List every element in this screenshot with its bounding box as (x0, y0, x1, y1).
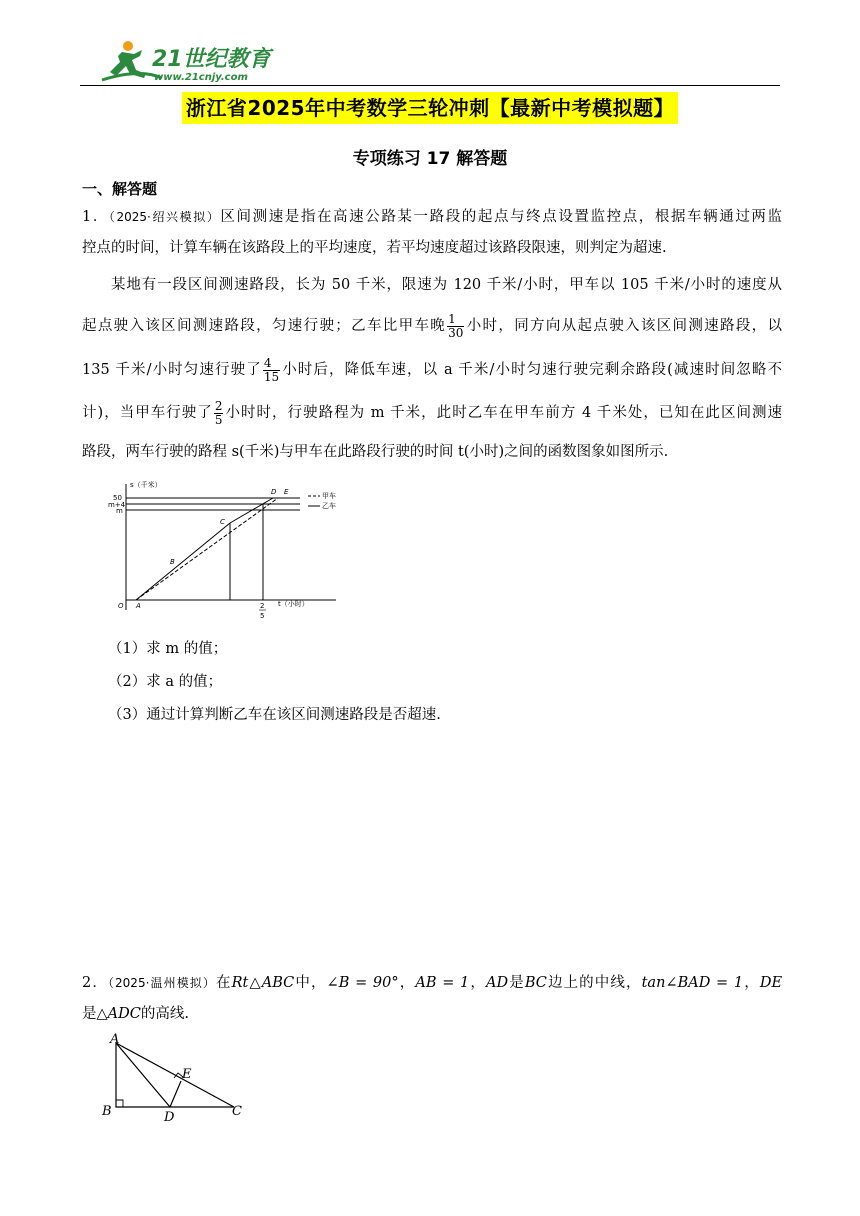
q1-line3: 某地有一段区间测速路段，长为 50 千米，限速为 120 千米/小时，甲车以 105 千米/小时的速度从 (111, 277, 782, 293)
q2-tan: tan∠BAD = 1 (641, 975, 744, 991)
frac2-num: 4 (263, 357, 280, 371)
q2-bc: BC (524, 975, 547, 991)
point-b: B (170, 558, 175, 566)
y-axis-label: s（千米） (130, 481, 162, 489)
distance-time-graph (108, 480, 370, 630)
q2-text-b: 中， (294, 975, 327, 991)
q1-line1 (82, 202, 782, 233)
jia-line (136, 498, 278, 600)
q1-sub1: （1）求 m 的值； (108, 641, 228, 657)
label-c: C (232, 1104, 242, 1119)
logo-url: www.21cnjy.com (154, 72, 248, 83)
section-heading: 一、解答题 (82, 180, 158, 198)
segment-de (170, 1081, 181, 1107)
right-angle-b (116, 1100, 123, 1107)
q2-tri-adc: △ADC (96, 1006, 141, 1022)
q1-line6 (82, 398, 782, 429)
q2-line2-b: 的高线. (140, 1006, 189, 1022)
label-e: E (182, 1067, 192, 1082)
legend-yi: 乙车 (322, 502, 336, 510)
logo (100, 38, 300, 84)
q2-angle-b: ∠B = 90° (326, 975, 399, 991)
q1-line7: 路段，两车行驶的路程 s(千米)与甲车在此路段行驶的时间 t(小时)之间的函数图象如图所示. (82, 444, 669, 460)
triangle-abc (116, 1043, 234, 1107)
q2-label: 2． (82, 975, 108, 991)
q2-de: DE (759, 975, 783, 991)
q1-line5 (82, 355, 782, 386)
q1-line4 (82, 311, 782, 342)
q1-line4-b: 小时，同方向从起点驶入该区间测速路段，以 (465, 318, 783, 334)
logo-text: 21世纪教育 (152, 47, 271, 72)
q2-text-d: 边上的中线， (546, 975, 642, 991)
q2-line2-a: 是 (82, 1006, 97, 1022)
y-tick-m4: m+4 (108, 501, 126, 509)
page-title: 浙江省2025年中考数学三轮冲刺【最新中考模拟题】 (182, 92, 678, 124)
q1-label: 1． (82, 209, 109, 225)
legend-jia: 甲车 (322, 492, 336, 500)
q2-text-c: 是 (508, 975, 525, 991)
q2-ad: AD (486, 975, 509, 991)
q1-line6-a: 计)，当甲车行驶了 (82, 405, 213, 421)
x-tick-den: 5 (260, 612, 265, 620)
q2-line2 (82, 999, 782, 1030)
q2-tri-abc: Rt△ABC (231, 975, 295, 991)
x-axis-label: t（小时） (278, 600, 309, 608)
header-rule (80, 85, 780, 86)
frac3-den: 5 (214, 412, 223, 427)
frac1-num: 1 (447, 313, 464, 327)
q2-ab: AB = 1 (415, 975, 470, 991)
x-tick-num: 2 (260, 602, 265, 610)
q1-sub2: （2）求 a 的值； (108, 674, 223, 690)
frac1-den: 30 (448, 325, 464, 340)
fraction-1-30 (447, 313, 464, 340)
page-subtitle: 专项练习 17 解答题 (352, 149, 508, 169)
point-c: C (220, 518, 225, 526)
origin-label: O (118, 602, 124, 610)
q1-line4-a: 起点驶入该区间测速路段，匀速行驶；乙车比甲车晚 (82, 318, 447, 334)
q1-line1-text: 区间测速是指在高速公路某一路段的起点与终点设置监控点，根据车辆通过两监 (220, 209, 783, 225)
title-wrap (0, 92, 860, 124)
q2-sep1: ， (398, 975, 416, 991)
q2-text-a: 在 (216, 975, 232, 991)
point-d: D (271, 488, 277, 496)
fraction-2-5 (214, 400, 224, 427)
frac3-num: 2 (214, 398, 223, 413)
label-b: B (102, 1104, 112, 1119)
triangle-figure (98, 1033, 258, 1123)
q2-sep3: ， (743, 975, 760, 991)
q1-line6-b: 小时时，行驶路程为 m 千米，此时乙车在甲车前方 4 千米处，已知在此区间测速 (224, 405, 782, 421)
label-a: A (110, 1033, 120, 1047)
q1-source: （2025·绍兴模拟） (108, 210, 221, 224)
q2-sep2: ， (469, 975, 487, 991)
q2-source: （2025·温州模拟） (107, 976, 217, 990)
label-d: D (164, 1110, 175, 1123)
segment-ad (116, 1043, 170, 1107)
point-e: E (284, 488, 289, 496)
y-tick-m: m (116, 507, 123, 515)
point-a: A (136, 602, 141, 610)
q1-line5-b: 小时后，降低车速，以 a 千米/小时匀速行驶完剩余路段(减速时间忽略不 (281, 362, 783, 378)
yi-line-ab (136, 523, 230, 600)
fraction-4-15 (263, 357, 280, 384)
frac2-den: 15 (263, 369, 280, 384)
q2-line1 (82, 968, 782, 999)
q1-line5-a: 135 千米/小时匀速行驶了 (82, 362, 262, 378)
q1-sub3: （3）通过计算判断乙车在该区间测速路段是否超速. (108, 707, 441, 723)
q1-line2: 控点的时间，计算车辆在该路段上的平均速度，若平均速度超过该路段限速，则判定为超速. (82, 240, 667, 256)
y-tick-50: 50 (113, 494, 122, 502)
